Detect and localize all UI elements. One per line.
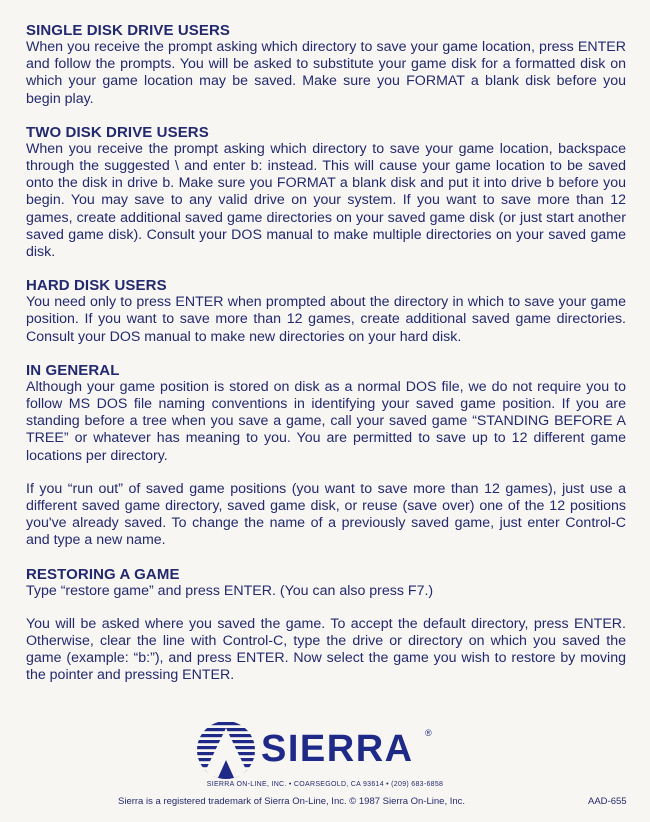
document-code: AAD-655 [588, 796, 627, 807]
section-heading: HARD DISK USERS [26, 277, 167, 295]
registered-mark: ® [425, 728, 432, 738]
section-single-disk [26, 22, 626, 108]
logo-wordmark: SIERRA [261, 728, 414, 770]
section-paragraph: When you receive the prompt asking which directory to save your game location, backspace through the suggested \ and enter b: instead. This will cause your game location to be saved onto the disk in drive b. Make sure you FORMAT a blank disk and put it into drive b before you begin. You may save to any valid drive on your system. If you want to save more than 12 games, create additional saved game directories on your saved game disk (or just start another saved game disk). Consult your DOS manual to make multiple directories on your saved game disk. [26, 140, 626, 261]
section-paragraph: When you receive the prompt asking which directory to save your game location, press ENTER and follow the prompts. You will be asked to substitute your game disk for a formatted disk on which your game location may be saved. Make sure you FORMAT a blank disk before you begin play. [26, 39, 626, 107]
section-paragraph: Type “restore game” and press ENTER. (You can also press F7.) [26, 582, 434, 599]
section-restoring [26, 566, 626, 685]
section-heading: SINGLE DISK DRIVE USERS [26, 22, 231, 39]
section-in-general [26, 362, 626, 550]
sierra-mountain-logo-icon [195, 720, 257, 780]
section-heading: RESTORING A GAME [26, 565, 180, 583]
section-paragraph: You will be asked where you saved the game. To accept the default directory, press ENTER. Otherwise, clear the line with Control-C, type the drive or directory on which you saved the game (example: “b:”), and press ENTER. Now select the game you wish to restore by moving the pointer and pressing ENTER. [26, 615, 626, 684]
section-paragraph: You need only to press ENTER when prompted about the directory in which to save your game position. If you want to save more than 12 games, create additional saved game directories. Consult your DOS manual to make new directories on your hard disk. [26, 294, 626, 345]
section-paragraph: If you “run out” of saved game positions (you want to save more than 12 games), just use a different saved game directory, saved game disk, or reuse (save over) one of the 12 positions you've already saved. To change the name of a previously saved game, just enter Control-C and type a new name. [26, 480, 626, 549]
section-paragraph: Although your game position is stored on disk as a normal DOS file, we do not require you to follow MS DOS file naming conventions in identifying your saved game position. If you are standing before a tree when you save a game, call your saved game “STANDING BEFORE A TREE” or whatever has meaning to you. You are permitted to save up to 12 different game locations per directory. [26, 378, 626, 464]
trademark-notice: Sierra is a registered trademark of Sierra On-Line, Inc. © 1987 Sierra On-Line, Inc. [118, 796, 466, 807]
sierra-logo [195, 720, 455, 780]
section-heading: IN GENERAL [26, 361, 120, 379]
company-address: SIERRA ON-LINE, INC. • COARSEGOLD, CA 93614 • (209) 683-6858 [206, 781, 444, 788]
section-heading: TWO DISK DRIVE USERS [26, 123, 209, 141]
instruction-page [26, 22, 626, 701]
section-two-disk [26, 124, 626, 261]
section-hard-disk [26, 277, 626, 346]
